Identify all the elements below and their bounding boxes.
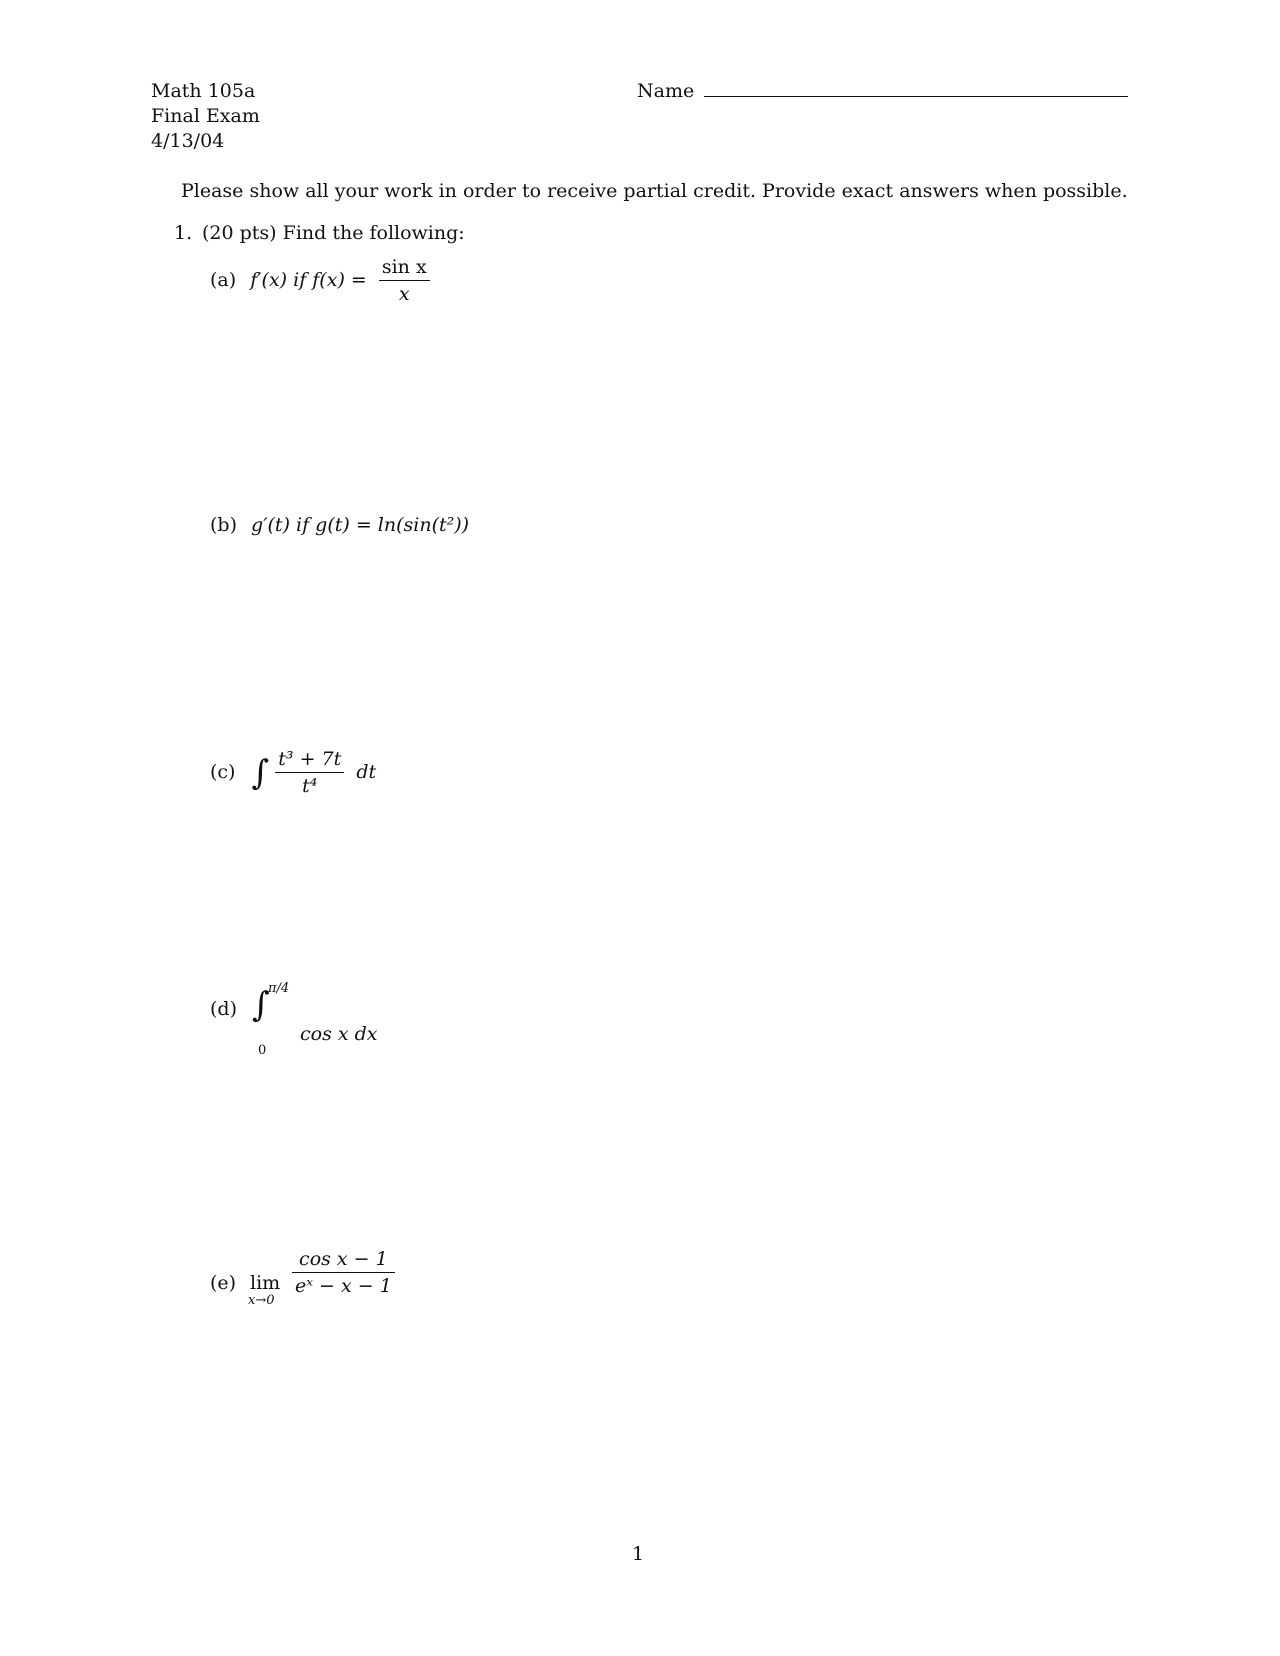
problem-number: 1. <box>174 222 193 244</box>
part-e-denominator: eˣ − x − 1 <box>295 1275 392 1297</box>
part-a <box>210 258 430 304</box>
lower-limit: 0 <box>258 1043 267 1058</box>
exam-date: 4/13/04 <box>151 130 225 152</box>
part-e-label: (e) <box>210 1272 237 1294</box>
integral-sign: ∫ <box>251 753 270 793</box>
part-c-fraction <box>275 750 344 796</box>
part-a-numerator: sin x <box>379 258 430 281</box>
part-d <box>210 1000 237 1019</box>
page-number: 1 <box>632 1543 645 1565</box>
part-c-label: (c) <box>210 761 236 783</box>
part-e-numerator: cos x − 1 <box>292 1250 395 1273</box>
part-a-fraction <box>379 258 430 304</box>
part-c <box>210 750 376 796</box>
course-title: Math 105a <box>151 80 256 102</box>
part-b-label: (b) <box>210 514 237 536</box>
name-field[interactable] <box>704 96 1128 97</box>
upper-limit: π/4 <box>268 981 290 996</box>
part-e-fraction <box>292 1250 395 1296</box>
definite-integral-sign: ∫ <box>252 985 270 1025</box>
part-e-frac <box>292 1250 395 1296</box>
part-b <box>210 516 469 535</box>
part-c-denominator: t⁴ <box>302 775 318 797</box>
part-d-integrand: cos x dx <box>300 1023 378 1045</box>
name-label: Name <box>637 80 695 102</box>
problem-prompt: (20 pts) Find the following: <box>202 222 465 244</box>
exam-title: Final Exam <box>151 105 260 127</box>
part-c-differential: dt <box>356 761 377 783</box>
part-d-label: (d) <box>210 998 237 1020</box>
limit-subscript: x→0 <box>248 1293 275 1308</box>
part-b-expression: g′(t) if g(t) = ln(sin(t²)) <box>251 514 470 536</box>
limit-operator: lim <box>250 1272 281 1294</box>
part-a-lead: f′(x) if f(x) = <box>250 269 367 291</box>
part-a-label: (a) <box>210 269 237 291</box>
instructions: Please show all your work in order to receive partial credit. Provide exact answers when possible. <box>181 180 1128 202</box>
part-c-numerator: t³ + 7t <box>275 750 344 773</box>
part-a-denominator: x <box>398 283 410 305</box>
